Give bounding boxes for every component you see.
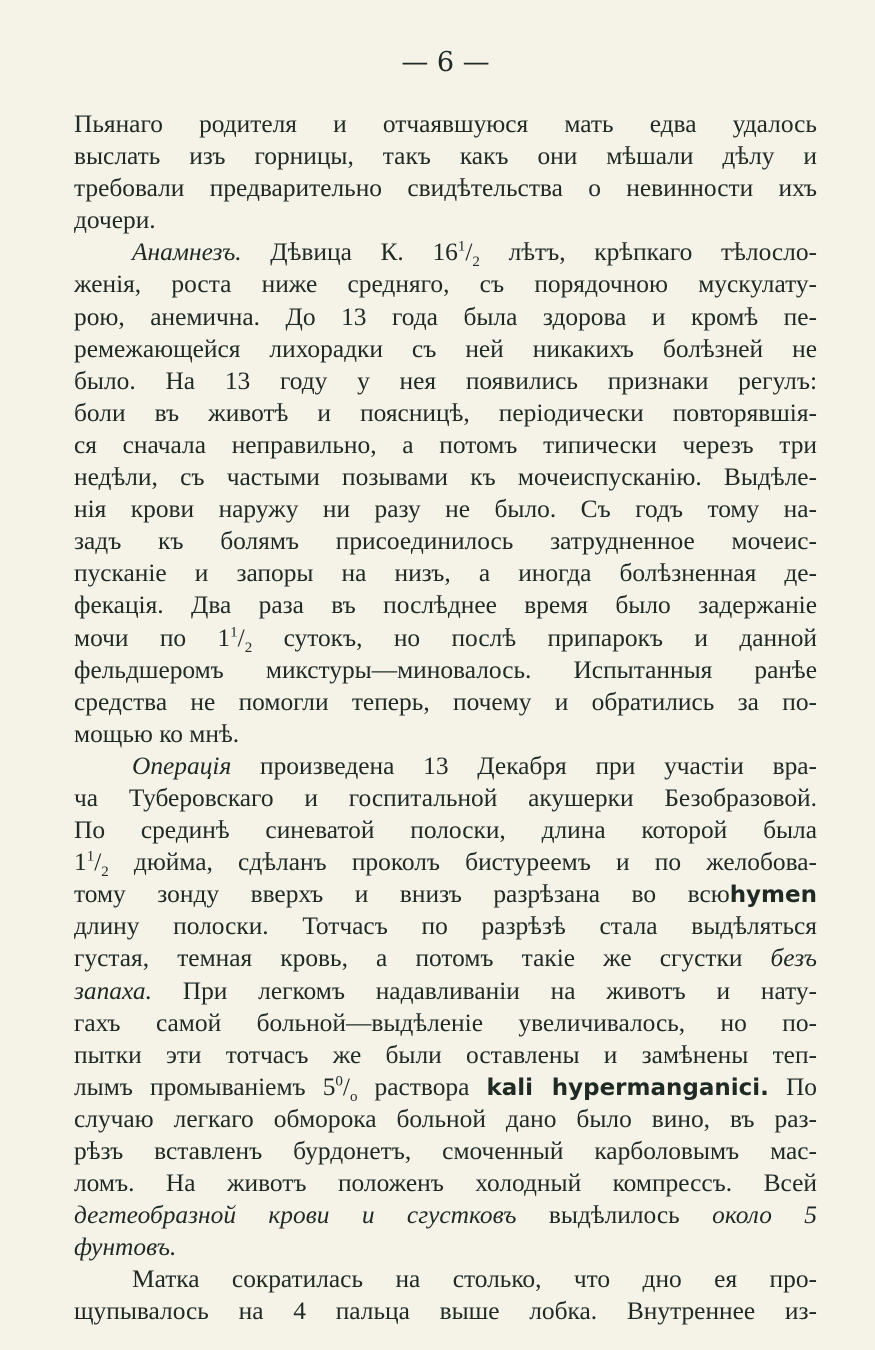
- text-line: [74, 1071, 817, 1103]
- text-line: [74, 557, 817, 589]
- text-line: [74, 782, 817, 814]
- superscript: 1: [86, 848, 95, 865]
- text-run: Пьянаго родителя и отчаявшуюся мать едва удалось: [74, 110, 817, 138]
- text-line: [74, 686, 817, 718]
- text-line: [74, 654, 817, 686]
- superscript: 1: [457, 238, 466, 255]
- text-line: [74, 750, 817, 782]
- text-run: дочери.: [74, 206, 156, 235]
- text-line: [74, 493, 817, 525]
- text-run: тому зонду вверхъ и внизъ разрѣзана: [74, 880, 632, 909]
- text-run: фекація. Два раза въ послѣднее время было задержаніе: [74, 591, 817, 620]
- text-run: мочи по 1: [74, 623, 231, 652]
- text-run: мощью ко мнѣ.: [74, 719, 240, 748]
- text-run: густая, темная кровь, а потомъ такіе же сгустки: [74, 944, 771, 973]
- text-run: пусканіе и запоры на низъ, а иногда болѣзненная де-: [74, 559, 817, 588]
- text-line: [74, 1295, 817, 1327]
- italic-text: Анамнезъ.: [132, 238, 242, 267]
- text-line: [74, 622, 817, 654]
- italic-text: запаха.: [74, 976, 152, 1005]
- text-run: во всю: [631, 880, 730, 909]
- text-run: было. На 13 году у нея появились признаки регулъ:: [74, 366, 817, 395]
- text-run: нія крови наружу ни разу не было. Съ годъ тому на-: [74, 495, 817, 524]
- text-line: [74, 397, 817, 429]
- text-line: [74, 589, 817, 621]
- text-run: длину полоски. Тотчасъ по разрѣзѣ стала выдѣляться: [74, 912, 817, 941]
- text-line: [74, 365, 817, 397]
- text-run: задъ къ болямъ присоединилось затрудненное мочеис-: [74, 527, 817, 556]
- text-line: [74, 942, 817, 974]
- superscript: 0: [335, 1073, 343, 1090]
- text-line: [74, 718, 817, 750]
- text-run: ча Туберовскаго и госпитальной акушерки Безобразовой.: [74, 783, 817, 812]
- text-line: [74, 1199, 817, 1231]
- text-run: По: [768, 1072, 817, 1101]
- text-line: [74, 429, 817, 461]
- text-run: гахъ самой больной—выдѣленіе увеличивалось, но по-: [74, 1008, 817, 1037]
- body-text: [74, 108, 817, 1328]
- text-run: ломъ. На животъ положенъ холодный компрессъ. Всей: [74, 1169, 817, 1198]
- subscript: 2: [244, 639, 253, 656]
- text-run: выдѣлилось: [516, 1201, 713, 1230]
- page-number: — 6 —: [401, 47, 490, 78]
- text-run: средства не помогли теперь, почему и обратились за по-: [74, 687, 817, 716]
- subscript: 2: [472, 254, 480, 271]
- latin-term: hymen: [729, 882, 817, 909]
- text-line: [74, 910, 817, 942]
- text-run: случаю легкаго обморока больной дано было вино, въ раз-: [74, 1104, 817, 1133]
- text-line: [74, 878, 817, 910]
- text-line: [74, 846, 817, 881]
- text-run: ся сначала неправильно, а потомъ типически черезъ три: [74, 430, 817, 459]
- text-run: дюйма, сдѣланъ проколъ бистуреемъ и по желобова-: [108, 848, 817, 877]
- text-line: [74, 1103, 817, 1135]
- text-run: пытки эти тотчасъ же были оставлены и замѣнены теп-: [74, 1040, 817, 1069]
- text-line: [74, 268, 817, 300]
- text-line: [74, 172, 817, 204]
- text-run: боли въ животѣ и поясницѣ, періодически повторявшія-: [74, 398, 817, 427]
- text-run: щупывалось на 4 пальца выше лобка. Внутреннее из-: [74, 1297, 817, 1326]
- text-line: [74, 1039, 817, 1071]
- text-run: сутокъ, но послѣ припарокъ и данной: [252, 623, 817, 652]
- text-line: [74, 975, 817, 1007]
- text-line: [74, 1231, 817, 1263]
- text-line: [74, 108, 817, 140]
- subscript: o: [349, 1088, 358, 1105]
- fraction-slash: /: [342, 1072, 350, 1101]
- text-run: произведена 13 Декабря при участіи вра-: [231, 751, 817, 780]
- text-run: ремежающейся лихорадки съ ней никакихъ болѣзней не: [74, 334, 817, 363]
- text-line: [74, 814, 817, 846]
- text-run: требовали предварительно свидѣтельства о невинности ихъ: [74, 174, 817, 203]
- fraction-slash: /: [465, 238, 473, 267]
- text-line: [74, 461, 817, 493]
- text-run: По срединѣ синеватой полоски, длина которой была: [74, 816, 817, 845]
- italic-text: фунтовъ.: [74, 1233, 177, 1262]
- text-line: [74, 1007, 817, 1039]
- text-run: 1: [74, 848, 87, 877]
- italic-text: Операція: [132, 751, 232, 780]
- text-run: недѣли, съ частыми позывами къ мочеиспусканію. Выдѣле-: [74, 463, 817, 492]
- subscript: 2: [101, 864, 109, 881]
- italic-text: дегтеобразной крови и сгустковъ: [74, 1201, 517, 1230]
- text-run: раствора: [357, 1072, 487, 1101]
- text-line: [74, 1135, 817, 1167]
- text-run: лымъ промываніемъ 5: [74, 1072, 336, 1101]
- text-run: Дѣвица К. 16: [241, 238, 458, 267]
- text-line: [74, 1263, 817, 1295]
- text-line: [74, 236, 817, 271]
- text-line: [74, 525, 817, 557]
- text-line: [74, 204, 817, 236]
- italic-text: около 5: [712, 1201, 817, 1230]
- text-run: выслать изъ горницы, такъ какъ они мѣшали дѣлу и: [74, 142, 817, 171]
- text-line: [74, 1167, 817, 1199]
- fraction-slash: /: [237, 623, 245, 652]
- text-run: лѣтъ, крѣпкаго тѣлосло-: [479, 238, 817, 267]
- text-line: [74, 140, 817, 172]
- latin-term: kali hypermanganici.: [486, 1074, 769, 1101]
- italic-text: безъ: [770, 944, 817, 973]
- fraction-slash: /: [94, 848, 102, 877]
- text-run: рѣзъ вставленъ бурдонетъ, смоченный карболовымъ мас-: [74, 1137, 817, 1165]
- text-line: [74, 301, 817, 333]
- text-run: рою, анемична. До 13 года была здорова и кромѣ пе-: [74, 302, 817, 331]
- text-run: При легкомъ надавливаніи на животъ и нату-: [151, 976, 817, 1005]
- text-run: фельдшеромъ микстуры—миновалось. Испытанныя ранѣе: [74, 655, 817, 684]
- superscript: 1: [230, 624, 238, 641]
- text-run: женія, роста ниже средняго, съ порядочною мускулату-: [74, 270, 817, 299]
- text-line: [74, 333, 817, 365]
- text-run: Матка сократилась на столько, что дно ея про-: [132, 1265, 817, 1294]
